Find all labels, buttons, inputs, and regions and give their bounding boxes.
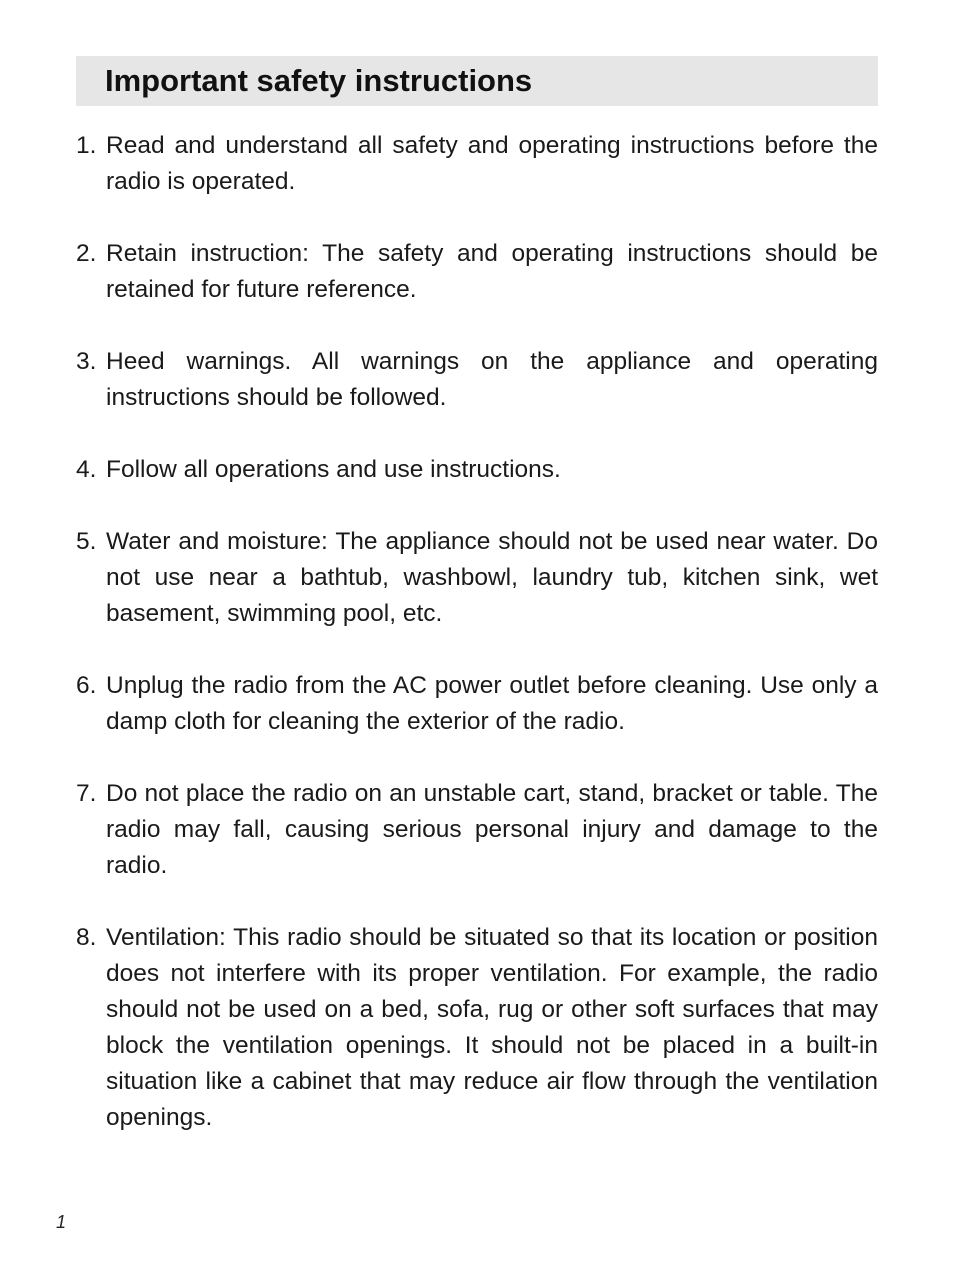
instruction-text: Retain instruction: The safety and operating instructions should be retained for future reference.	[106, 240, 878, 303]
instruction-text: Do not place the radio on an unstable cart, stand, bracket or table. The radio may fall, causing serious personal injury and damage to the radio.	[106, 780, 878, 879]
instruction-number: 3.	[76, 348, 97, 375]
instruction-number: 4.	[76, 456, 97, 483]
section-header	[76, 56, 878, 106]
instruction-text: Read and understand all safety and operating instructions before the radio is operated.	[106, 132, 878, 195]
instruction-item-7	[76, 776, 878, 884]
instruction-number: 7.	[76, 780, 97, 807]
instruction-number: 8.	[76, 924, 97, 951]
instruction-item-1	[76, 128, 878, 200]
instruction-text: Ventilation: This radio should be situated so that its location or position does not interfere with its proper ventilation. For example, the radio should not be used on a bed, sofa, rug or other soft surfaces that may block the ventilation openings. It should not be placed in a built-in situation like a cabinet that may reduce air flow through the ventilation openings.	[106, 924, 878, 1131]
instruction-item-3	[76, 344, 878, 416]
instruction-text: Water and moisture: The appliance should not be used near water. Do not use near a bathtub, washbowl, laundry tub, kitchen sink, wet basement, swimming pool, etc.	[106, 528, 878, 627]
instruction-number: 5.	[76, 528, 97, 555]
page-title: Important safety instructions	[105, 63, 533, 98]
instruction-text: Heed warnings. All warnings on the appliance and operating instructions should be followed.	[106, 348, 878, 411]
instruction-number: 2.	[76, 240, 97, 267]
instruction-item-6	[76, 668, 878, 740]
instruction-number: 6.	[76, 672, 97, 699]
instruction-text: Follow all operations and use instructions.	[106, 456, 561, 483]
page-number: 1	[56, 1212, 67, 1232]
instruction-item-5	[76, 524, 878, 632]
instruction-item-4	[76, 452, 878, 488]
instruction-number: 1.	[76, 132, 97, 159]
instruction-item-8	[76, 920, 878, 1136]
instruction-item-2	[76, 236, 878, 308]
safety-instruction-list	[76, 128, 878, 1172]
instruction-text: Unplug the radio from the AC power outlet before cleaning. Use only a damp cloth for cleaning the exterior of the radio.	[106, 672, 878, 735]
